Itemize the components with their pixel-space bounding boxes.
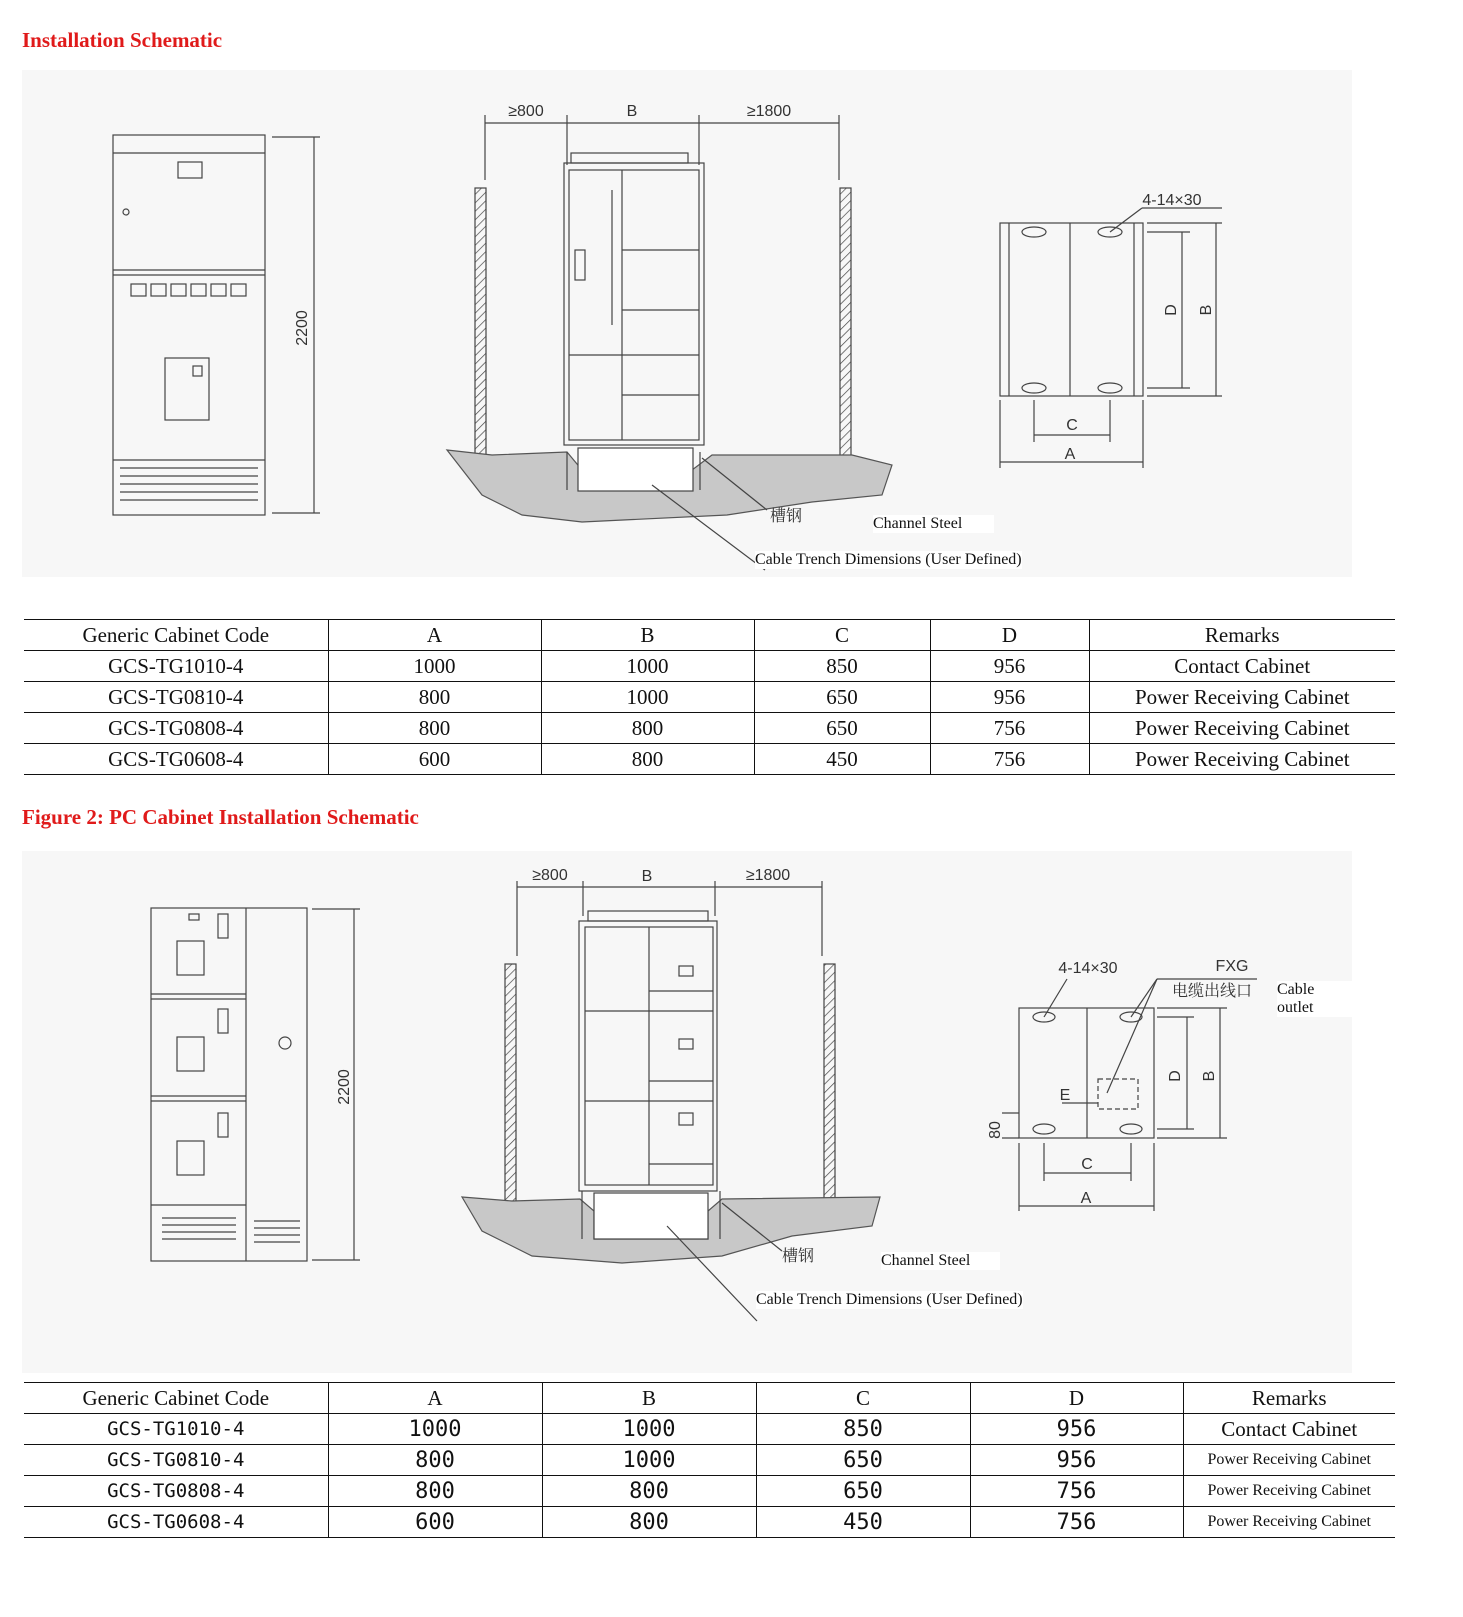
col-header-a: A [328,620,541,651]
table-header-row [24,620,1395,651]
schematic-panel-1 [22,70,1352,577]
rear-clearance-label-2: ≥1800 [745,867,791,884]
table-header-row [24,1383,1395,1414]
table-row [24,713,1395,744]
cell-code: GCS-TG0608-4 [24,1507,328,1538]
cell-a: 800 [328,713,541,744]
cable-outlet-label: Cable outlet [1277,981,1352,1017]
cell-b: 800 [542,1476,756,1507]
dim-b-label-1: B [1198,304,1215,316]
cell-c: 450 [754,744,930,775]
width-label-1: B [626,103,638,120]
channel-steel-cn-1: 槽钢 [770,508,803,525]
schematic-panel-2 [22,851,1352,1373]
pc-base-plan-view [1002,979,1257,1211]
section2-heading: Figure 2: PC Cabinet Installation Schematic [22,805,419,829]
table-row [24,1414,1395,1445]
col-header-code: Generic Cabinet Code [24,1383,328,1414]
channel-steel-label-2: Channel Steel [881,1252,1000,1270]
table-row [24,651,1395,682]
pc-cabinet-front-view [151,908,360,1261]
cell-a: 600 [328,744,541,775]
section1-heading: Installation Schematic [22,28,223,52]
cell-b: 1000 [541,651,754,682]
dim-d-label-2: D [1167,1070,1184,1082]
cell-d: 756 [970,1507,1183,1538]
cell-code: GCS-TG0608-4 [24,744,328,775]
table-row [24,1445,1395,1476]
cell-b: 800 [541,744,754,775]
col-header-a: A [328,1383,542,1414]
cell-d: 956 [970,1414,1183,1445]
width-label-2: B [641,868,653,885]
cell-remarks: Power Receiving Cabinet [1089,682,1395,713]
front-clearance-label-1: ≥800 [508,103,544,120]
front-clearance-label-2: ≥800 [532,867,568,884]
cell-a: 1000 [328,651,541,682]
cell-a: 1000 [328,1414,542,1445]
cell-remarks: Contact Cabinet [1183,1414,1395,1445]
table-row [24,682,1395,713]
col-header-c: C [754,620,930,651]
holes-label-1: 4-14×30 [1142,192,1202,209]
cell-remarks: Contact Cabinet [1089,651,1395,682]
table-row [24,1476,1395,1507]
col-header-b: B [541,620,754,651]
cell-d: 756 [930,744,1089,775]
dim-d-label-1: D [1163,304,1180,316]
cell-code: GCS-TG1010-4 [24,1414,328,1445]
table-row [24,744,1395,775]
dim-a-label-1: A [1064,446,1076,463]
cell-code: GCS-TG0808-4 [24,1476,328,1507]
cell-c: 650 [756,1476,970,1507]
dim-c-label-2: C [1081,1156,1093,1173]
cell-remarks: Power Receiving Cabinet [1183,1445,1395,1476]
cell-b: 1000 [542,1445,756,1476]
cell-b: 1000 [542,1414,756,1445]
dim-c-label-1: C [1066,417,1078,434]
dim-b-label-2: B [1201,1070,1218,1082]
installation-schematic-2 [22,851,1352,1373]
col-header-d: D [970,1383,1183,1414]
cell-d: 956 [970,1445,1183,1476]
channel-steel-label-1: Channel Steel [873,515,994,533]
cell-code: GCS-TG0810-4 [24,1445,328,1476]
cell-d: 756 [970,1476,1183,1507]
cable-trench-label-2: Cable Trench Dimensions (User Defined) [756,1291,1023,1308]
cell-c: 650 [754,713,930,744]
cell-c: 850 [754,651,930,682]
height-label-1: 2200 [294,310,311,346]
dimension-table-2 [24,1382,1395,1538]
cell-c: 650 [754,682,930,713]
pc-cabinet-side-view [462,881,880,1321]
fxg-label: FXG [1215,958,1249,975]
col-header-code: Generic Cabinet Code [24,620,328,651]
col-header-d: D [930,620,1089,651]
cell-remarks: Power Receiving Cabinet [1089,713,1395,744]
cell-a: 800 [328,1476,542,1507]
dim-80-label: 80 [987,1121,1004,1139]
col-header-b: B [542,1383,756,1414]
cell-c: 450 [756,1507,970,1538]
cell-a: 600 [328,1507,542,1538]
cell-d: 956 [930,651,1089,682]
cell-b: 800 [541,713,754,744]
cell-a: 800 [328,1445,542,1476]
col-header-remarks: Remarks [1183,1383,1395,1414]
cell-code: GCS-TG1010-4 [24,651,328,682]
cable-outlet-cn-label: 电缆出线口 [1171,983,1253,1000]
cell-code: GCS-TG0810-4 [24,682,328,713]
dimension-table-1 [24,619,1395,775]
cell-c: 650 [756,1445,970,1476]
table-row [24,1507,1395,1538]
cell-remarks: Power Receiving Cabinet [1183,1476,1395,1507]
holes-label-2: 4-14×30 [1058,960,1118,977]
cell-c: 850 [756,1414,970,1445]
rear-clearance-label-1: ≥1800 [746,103,792,120]
col-header-remarks: Remarks [1089,620,1395,651]
cell-a: 800 [328,682,541,713]
cell-b: 800 [542,1507,756,1538]
dim-e-label: E [1059,1087,1071,1104]
installation-schematic-1 [22,70,1352,577]
cell-d: 956 [930,682,1089,713]
cell-b: 1000 [541,682,754,713]
dim-a-label-2: A [1080,1190,1092,1207]
cabinet-side-view [447,115,892,570]
cabinet-front-view [113,135,320,515]
cell-d: 756 [930,713,1089,744]
cell-code: GCS-TG0808-4 [24,713,328,744]
channel-steel-cn-2: 槽钢 [782,1248,815,1265]
cell-remarks: Power Receiving Cabinet [1183,1507,1395,1538]
height-label-2: 2200 [336,1069,353,1105]
cell-remarks: Power Receiving Cabinet [1089,744,1395,775]
col-header-c: C [756,1383,970,1414]
base-plan-view [1000,208,1222,468]
cable-trench-label-1: Cable Trench Dimensions (User Defined) [755,551,1022,568]
